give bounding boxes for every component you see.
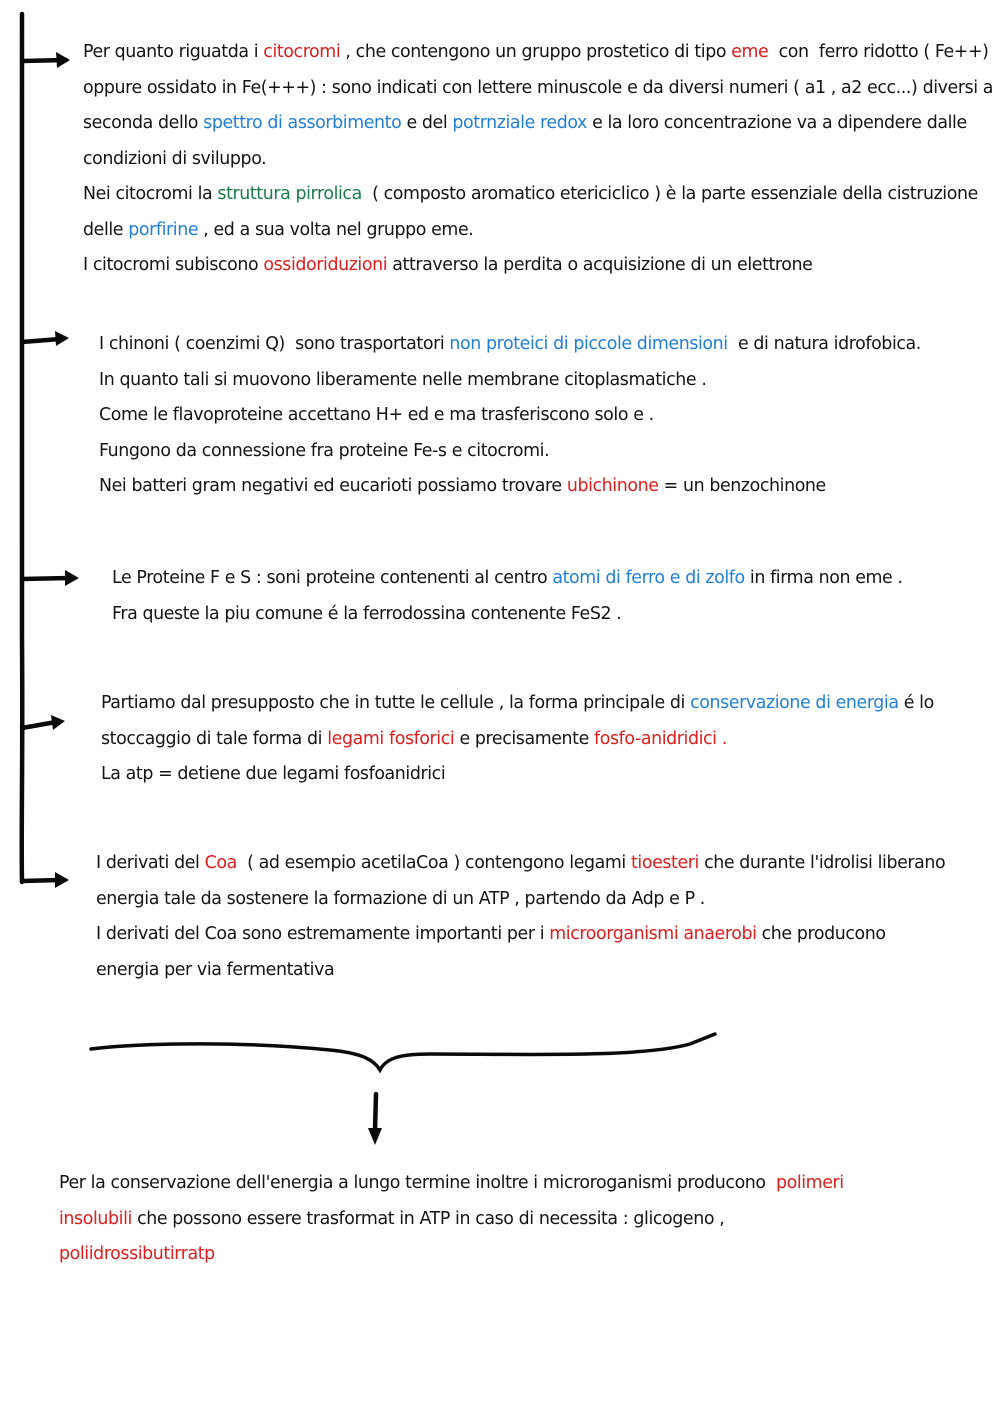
paragraph-energia: [101, 686, 934, 793]
arrow-right-icon: [22, 715, 65, 730]
text-segment: I chinoni ( coenzimi Q) sono trasportatori: [99, 334, 450, 354]
text-segment: I derivati del Coa sono estremamente importanti per i: [96, 924, 550, 944]
arrow-right-icon: [22, 570, 79, 586]
text-segment: é lo: [898, 693, 934, 713]
arrow-right-icon: [22, 331, 69, 346]
text-line: [101, 686, 934, 722]
text-segment: Per la conservazione dell'energia a lungo termine inoltre i microroganismi producono: [59, 1173, 776, 1193]
text-line: [96, 953, 945, 989]
highlighted-term: spettro di assorbimento: [203, 113, 402, 133]
text-segment: ( ad esempio acetilaCoa ) contengono legami: [236, 853, 631, 873]
text-segment: che durante l'idrolisi liberano: [698, 853, 946, 873]
text-segment: con ferro ridotto ( Fe++): [768, 42, 989, 62]
text-line: [99, 469, 921, 505]
text-segment: in firma non eme .: [744, 568, 903, 588]
highlighted-term: polimeri: [775, 1173, 844, 1193]
text-line: [99, 398, 921, 434]
text-line: [83, 35, 993, 71]
text-segment: energia per via fermentativa: [96, 959, 335, 980]
text-segment: Come le flavoproteine accettano H+ ed e ma trasferiscono solo e .: [99, 405, 654, 425]
text-segment: e precisamente: [454, 728, 595, 749]
text-line: [83, 248, 993, 284]
text-segment: I derivati del: [96, 853, 205, 873]
arrow-right-icon: [22, 52, 70, 68]
curly-brace-icon: [91, 1034, 715, 1070]
text-segment: condizioni di sviluppo.: [83, 148, 267, 169]
text-line: [99, 434, 921, 470]
text-segment: In quanto tali si muovono liberamente nelle membrane citoplasmatiche .: [99, 369, 707, 390]
text-line: [99, 327, 921, 363]
text-segment: Fungono da connessione fra proteine Fe-s e citocromi.: [99, 440, 550, 461]
text-segment: Le Proteine F e S : soni proteine contenenti al centro: [112, 568, 553, 588]
text-segment: Fra queste la piu comune é la ferrodossina contenente FeS2 .: [112, 603, 622, 624]
text-segment: , ed a sua volta nel gruppo eme.: [198, 219, 474, 240]
text-line: [96, 882, 945, 918]
highlighted-term: poliidrossibutirratp: [59, 1244, 215, 1264]
text-segment: e di natura idrofobica.: [727, 334, 921, 354]
text-line: [83, 71, 993, 107]
paragraph-polimeri: [59, 1166, 844, 1273]
text-segment: e del: [401, 113, 453, 133]
arrow-down-icon: [368, 1094, 382, 1145]
text-segment: attraverso la perdita o acquisizione di un elettrone: [387, 255, 813, 275]
highlighted-term: potrnziale redox: [452, 113, 587, 133]
text-line: [112, 597, 903, 633]
text-segment: oppure ossidato in Fe(+++) : sono indicati con lettere minuscole e da diversi numeri ( a1 , a2 ecc...) diversi a: [83, 77, 994, 98]
text-segment: I citocromi subiscono: [83, 255, 264, 275]
highlighted-term: struttura pirrolica: [217, 184, 362, 204]
text-segment: e la loro concentrazione va a dipendere dalle: [586, 113, 967, 133]
text-segment: seconda dello: [83, 113, 204, 133]
text-segment: stoccaggio di tale forma di: [101, 728, 328, 749]
highlighted-term: tioesteri: [631, 853, 699, 873]
text-segment: che possono essere trasformat in ATP in caso di necessita : glicogeno ,: [131, 1208, 725, 1229]
text-segment: = un benzochinone: [658, 476, 826, 496]
text-segment: che producono: [756, 924, 886, 944]
text-segment: , che contengono un gruppo prostetico di tipo: [340, 42, 732, 62]
text-segment: Nei citocromi la: [83, 184, 218, 204]
highlighted-term: non proteici di piccole dimensioni: [449, 334, 728, 354]
highlighted-term: porfirine: [128, 219, 199, 240]
text-segment: Nei batteri gram negativi ed eucarioti possiamo trovare: [99, 476, 567, 496]
vertical-line: [22, 14, 23, 882]
text-segment: energia tale da sostenere la formazione di un ATP , partendo da Adp e P .: [96, 888, 705, 909]
text-line: [96, 917, 945, 953]
highlighted-term: fosfo-anidridici .: [594, 728, 727, 749]
paragraph-coa: [96, 846, 945, 988]
text-line: [83, 213, 993, 249]
text-line: [83, 142, 993, 178]
paragraph-proteine-fes: [112, 561, 903, 632]
highlighted-term: insolubili: [59, 1208, 132, 1229]
text-line: [99, 363, 921, 399]
text-segment: Partiamo dal presupposto che in tutte le cellule , la forma principale di: [101, 693, 691, 713]
text-line: [59, 1237, 844, 1273]
highlighted-term: conservazione di energia: [690, 693, 899, 713]
highlighted-term: legami fosforici: [327, 728, 455, 749]
highlighted-term: Coa: [204, 853, 237, 873]
paragraph-chinoni: [99, 327, 921, 505]
text-segment: La atp = detiene due legami fosfoanidrici: [101, 764, 446, 784]
text-segment: ( composto aromatico etericiclico ) è la parte essenziale della cistruzione: [361, 184, 978, 204]
text-line: [59, 1166, 844, 1202]
arrow-right-icon: [22, 872, 69, 888]
text-segment: delle: [83, 219, 129, 240]
highlighted-term: atomi di ferro e di zolfo: [552, 568, 745, 588]
text-line: [96, 846, 945, 882]
highlighted-term: ossidoriduzioni: [263, 255, 388, 275]
highlighted-term: eme: [731, 42, 769, 62]
text-line: [83, 106, 993, 142]
text-line: [83, 177, 993, 213]
text-line: [101, 757, 934, 793]
text-line: [59, 1202, 844, 1238]
highlighted-term: citocromi: [263, 42, 341, 62]
text-line: [101, 722, 934, 758]
paragraph-citocromi: [83, 35, 993, 284]
highlighted-term: microorganismi anaerobi: [549, 924, 757, 944]
text-line: [112, 561, 903, 597]
highlighted-term: ubichinone: [566, 476, 659, 496]
text-segment: Per quanto riguatda i: [83, 42, 264, 62]
